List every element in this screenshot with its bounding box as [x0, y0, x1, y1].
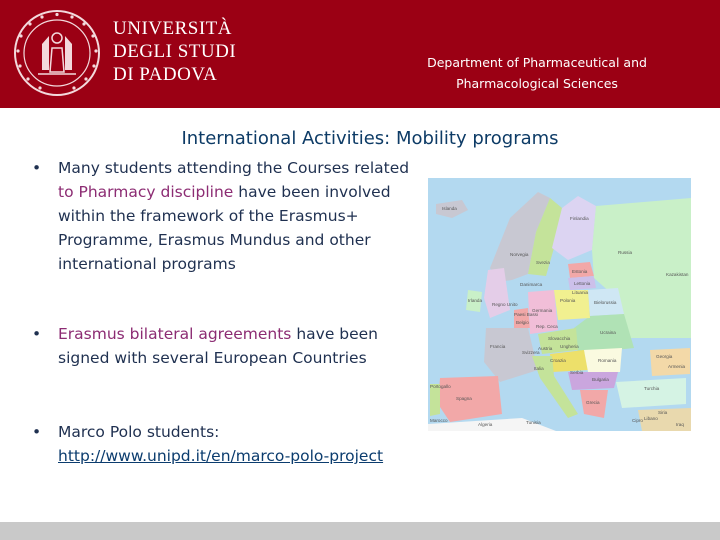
map-label: Slovacchia — [548, 336, 571, 341]
map-label: Finlandia — [570, 216, 589, 221]
map-label: Svezia — [536, 260, 550, 265]
map-label: Germania — [532, 308, 553, 313]
map-label: Marocco — [430, 418, 448, 423]
map-label: Siria — [658, 410, 668, 415]
discipline-text: discipline — [160, 183, 234, 201]
map-label: Irlanda — [468, 298, 483, 303]
university-name — [113, 17, 236, 86]
europe-map — [428, 178, 691, 431]
bullet-line: Marco Polo students: — [58, 423, 220, 441]
map-label: Croazia — [550, 358, 566, 363]
bullet-icon: • — [32, 159, 42, 177]
map-label: Kazakistan — [666, 272, 689, 277]
map-label: Polonia — [560, 298, 576, 303]
map-label: Regno Unito — [492, 302, 518, 307]
map-label: Armenia — [668, 364, 686, 369]
map-label: Libano — [644, 416, 658, 421]
marco-polo-link[interactable]: http://www.unipd.it/en/marco-polo-project — [58, 447, 384, 465]
map-label: Ucraina — [600, 330, 616, 335]
department-name — [400, 52, 674, 94]
map-label: Lettonia — [574, 281, 591, 286]
bullet-line: international programs — [58, 255, 236, 273]
map-label: Grecia — [586, 400, 600, 405]
map-label: Tunisia — [526, 420, 541, 425]
map-label: Francia — [490, 344, 506, 349]
map-label: Iraq — [676, 422, 684, 427]
map-label: Portogallo — [430, 384, 451, 389]
bullet-line — [58, 322, 378, 346]
map-label: Serbia — [570, 370, 584, 375]
bullet-icon: • — [32, 423, 42, 441]
university-name-line: UNIVERSITÀ — [113, 18, 232, 39]
map-label: Russia — [618, 250, 633, 255]
university-name-line: DI PADOVA — [113, 64, 218, 85]
header-banner — [0, 0, 720, 108]
bullet-text — [58, 322, 378, 370]
bullet-icon: • — [32, 325, 42, 343]
map-label: Lituania — [572, 290, 589, 295]
map-label: Norvegia — [510, 252, 529, 257]
footer-bar — [0, 522, 720, 540]
department-line: Pharmacological Sciences — [456, 76, 618, 91]
bullet-line-rest: have been involved — [233, 183, 391, 201]
map-label: Cipro — [632, 418, 643, 423]
pharmacy-text: to Pharmacy — [58, 183, 161, 201]
bullet-line: Many students attending the Courses related — [58, 159, 410, 177]
map-label: Spagna — [456, 396, 472, 401]
bullet-line: Programme, Erasmus Mundus and other — [58, 231, 371, 249]
map-label: Rep. Ceca — [536, 324, 558, 329]
map-label: Belgio — [516, 320, 529, 325]
map-label: Algeria — [478, 422, 493, 427]
map-label: Islanda — [442, 206, 457, 211]
erasmus-agreements-text: Erasmus bilateral agreements — [58, 325, 292, 343]
map-label: Danimarca — [520, 282, 543, 287]
bullet-line: signed with several European Countries — [58, 349, 367, 367]
university-name-line: DEGLI STUDI — [113, 41, 237, 62]
map-label: Romania — [598, 358, 617, 363]
map-label: Italia — [534, 366, 544, 371]
map-label: Austria — [538, 346, 553, 351]
map-label: Estonia — [572, 269, 588, 274]
map-label: Svizzera — [522, 350, 540, 355]
map-label: Bulgaria — [592, 377, 609, 382]
map-label: Turchia — [644, 386, 660, 391]
bullet-line-rest: have been — [291, 325, 379, 343]
bullet-line — [58, 180, 409, 204]
map-label: Paesi Bassi — [514, 312, 539, 317]
slide-title: International Activities: Mobility programs — [181, 128, 559, 149]
bullet-line: within the framework of the Erasmus+ — [58, 207, 359, 225]
bullet-text — [58, 156, 409, 276]
map-label: Georgia — [656, 354, 673, 359]
map-label: Ungheria — [560, 344, 579, 349]
bullet-text — [58, 420, 383, 468]
university-seal-icon — [12, 8, 102, 98]
map-label: Bielorussia — [594, 300, 617, 305]
department-line: Department of Pharmaceutical and — [427, 55, 647, 70]
